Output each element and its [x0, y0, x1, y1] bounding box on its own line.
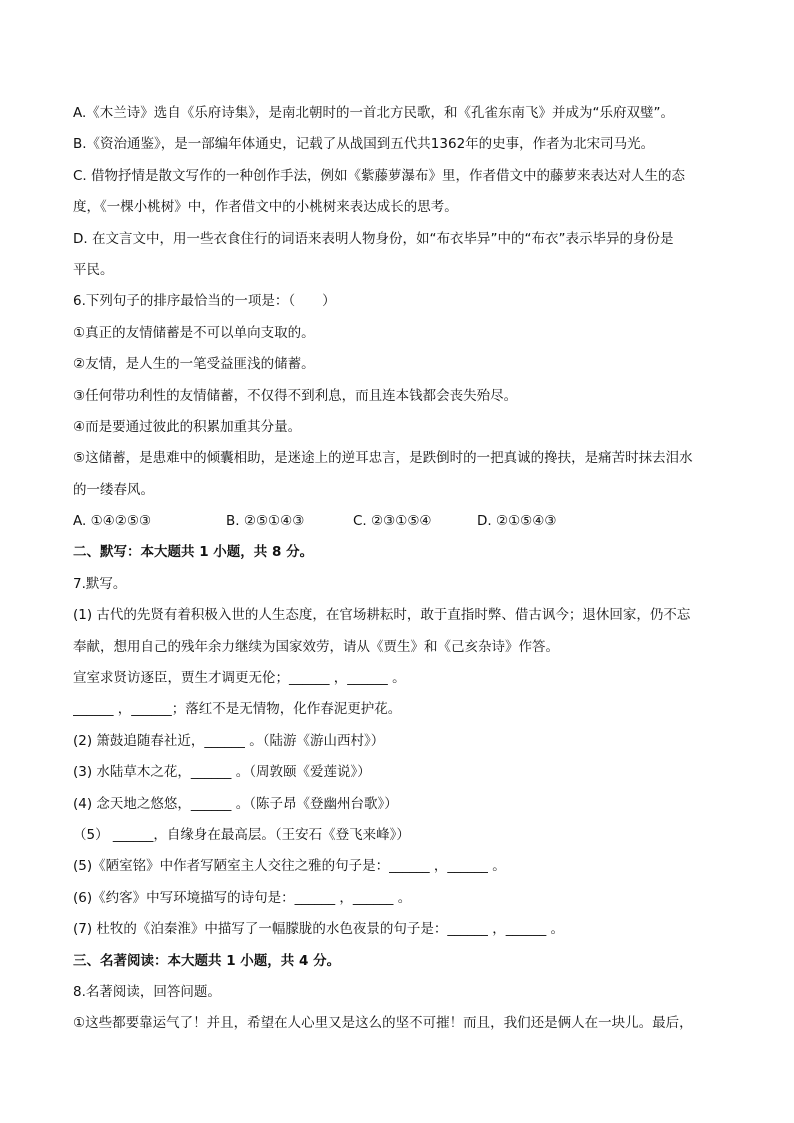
q7-stem: 7.默写。 — [73, 575, 127, 592]
q6-sentence-4: ④而是要通过彼此的积累加重其分量。 — [73, 418, 302, 435]
q8-passage-line1: ①这些都要靠运气了！并且，希望在人心里又是这么的坚不可摧！而且，我们还是俩人在一块儿。最后， — [73, 1015, 693, 1032]
q7-part5a: （5） ______，自缘身在最高层。（王安石《登飞来峰》） — [73, 826, 410, 843]
q7-part7: (7) 杜牧的《泊秦淮》中描写了一幅朦胧的水色夜景的句子是：______ ，______ 。 — [73, 921, 564, 938]
q7-part3: (3) 水陆草木之花，______ 。（周敦颐《爱莲说》） — [73, 764, 371, 781]
q5-option-a: A.《木兰诗》选自《乐府诗集》，是南北朝时的一首北方民歌，和《孔雀东南飞》并成为“乐府双璧”。 — [73, 105, 675, 121]
section-3-heading: 三、名著阅读：本大题共 1 小题，共 4 分。 — [73, 952, 341, 969]
q7-part1-line4: ______ ，______；落红不是无情物，化作春泥更护花。 — [73, 701, 402, 718]
q7-part4: (4) 念天地之悠悠，______ 。（陈子昂《登幽州台歌》） — [73, 795, 398, 812]
q6-option-a: A. ①④②⑤③ — [73, 513, 152, 530]
q5-option-c-line1: C. 借物抒情是散文写作的一种创作手法，例如《紫藤萝瀑布》里，作者借文中的藤萝来表达对人生的态 — [73, 167, 686, 184]
q5-option-b: B.《资治通鉴》，是一部编年体通史，记载了从战国到五代共1362年的史事，作者为北宋司马光。 — [73, 136, 655, 153]
q5-option-c-line2: 度，《一棵小桃树》中，作者借文中的小桃树来表达成长的思考。 — [73, 199, 458, 216]
q7-part1-line1: (1) 古代的先贤有着积极入世的人生态度，在官场耕耘时，敢于直指时弊、借古讽今；退休回家，仍不忘 — [73, 607, 691, 624]
q7-part5b: (5)《陋室铭》中作者写陋室主人交往之雅的句子是：______ ，______ 。 — [73, 858, 506, 875]
q7-part1-line3: 宣室求贤访逐臣，贾生才调更无伦；______ ，______ 。 — [73, 670, 406, 687]
q6-option-d: D. ②①⑤④③ — [477, 513, 557, 530]
q7-part2: (2) 箫鼓追随春社近，______ 。（陆游《游山西村》） — [73, 732, 385, 749]
q7-part6: (6)《约客》中写环境描写的诗句是：______ ，______ 。 — [73, 889, 412, 906]
q6-sentence-5-line1: ⑤这储蓄，是患难中的倾囊相助，是迷途上的逆耳忠言，是跌倒时的一把真诚的搀扶，是痛苦时抹去泪水 — [73, 450, 693, 467]
q5-option-d-line2: 平民。 — [73, 261, 114, 278]
exam-page — [73, 98, 723, 1040]
q6-sentence-3: ③任何带功利性的友情储蓄，不仅得不到利息，而且连本钱都会丧失殆尽。 — [73, 387, 518, 404]
q6-stem: 6.下列句子的排序最恰当的一项是：（ ） — [73, 293, 336, 310]
q6-sentence-1: ①真正的友情储蓄是不可以单向支取的。 — [73, 324, 315, 341]
q6-option-b: B. ②⑤①④③ — [226, 513, 305, 530]
q8-stem: 8.名著阅读，回答问题。 — [73, 983, 221, 1000]
section-2-heading: 二、默写：本大题共 1 小题，共 8 分。 — [73, 544, 314, 561]
q6-sentence-5-line2: 的一缕春风。 — [73, 481, 154, 498]
q6-options — [73, 506, 723, 537]
q6-sentence-2: ②友情，是人生的一笔受益匪浅的储蓄。 — [73, 356, 315, 373]
q7-part1-line2: 奉献，想用自己的残年余力继续为国家效劳，请从《贾生》和《己亥杂诗》作答。 — [73, 638, 559, 655]
q5-option-d-line1: D. 在文言文中，用一些衣食住行的词语来表明人物身份，如“布衣毕异”中的“布衣”表示毕异的身份是 — [73, 230, 674, 247]
q6-option-c: C. ②③①⑤④ — [353, 513, 432, 530]
